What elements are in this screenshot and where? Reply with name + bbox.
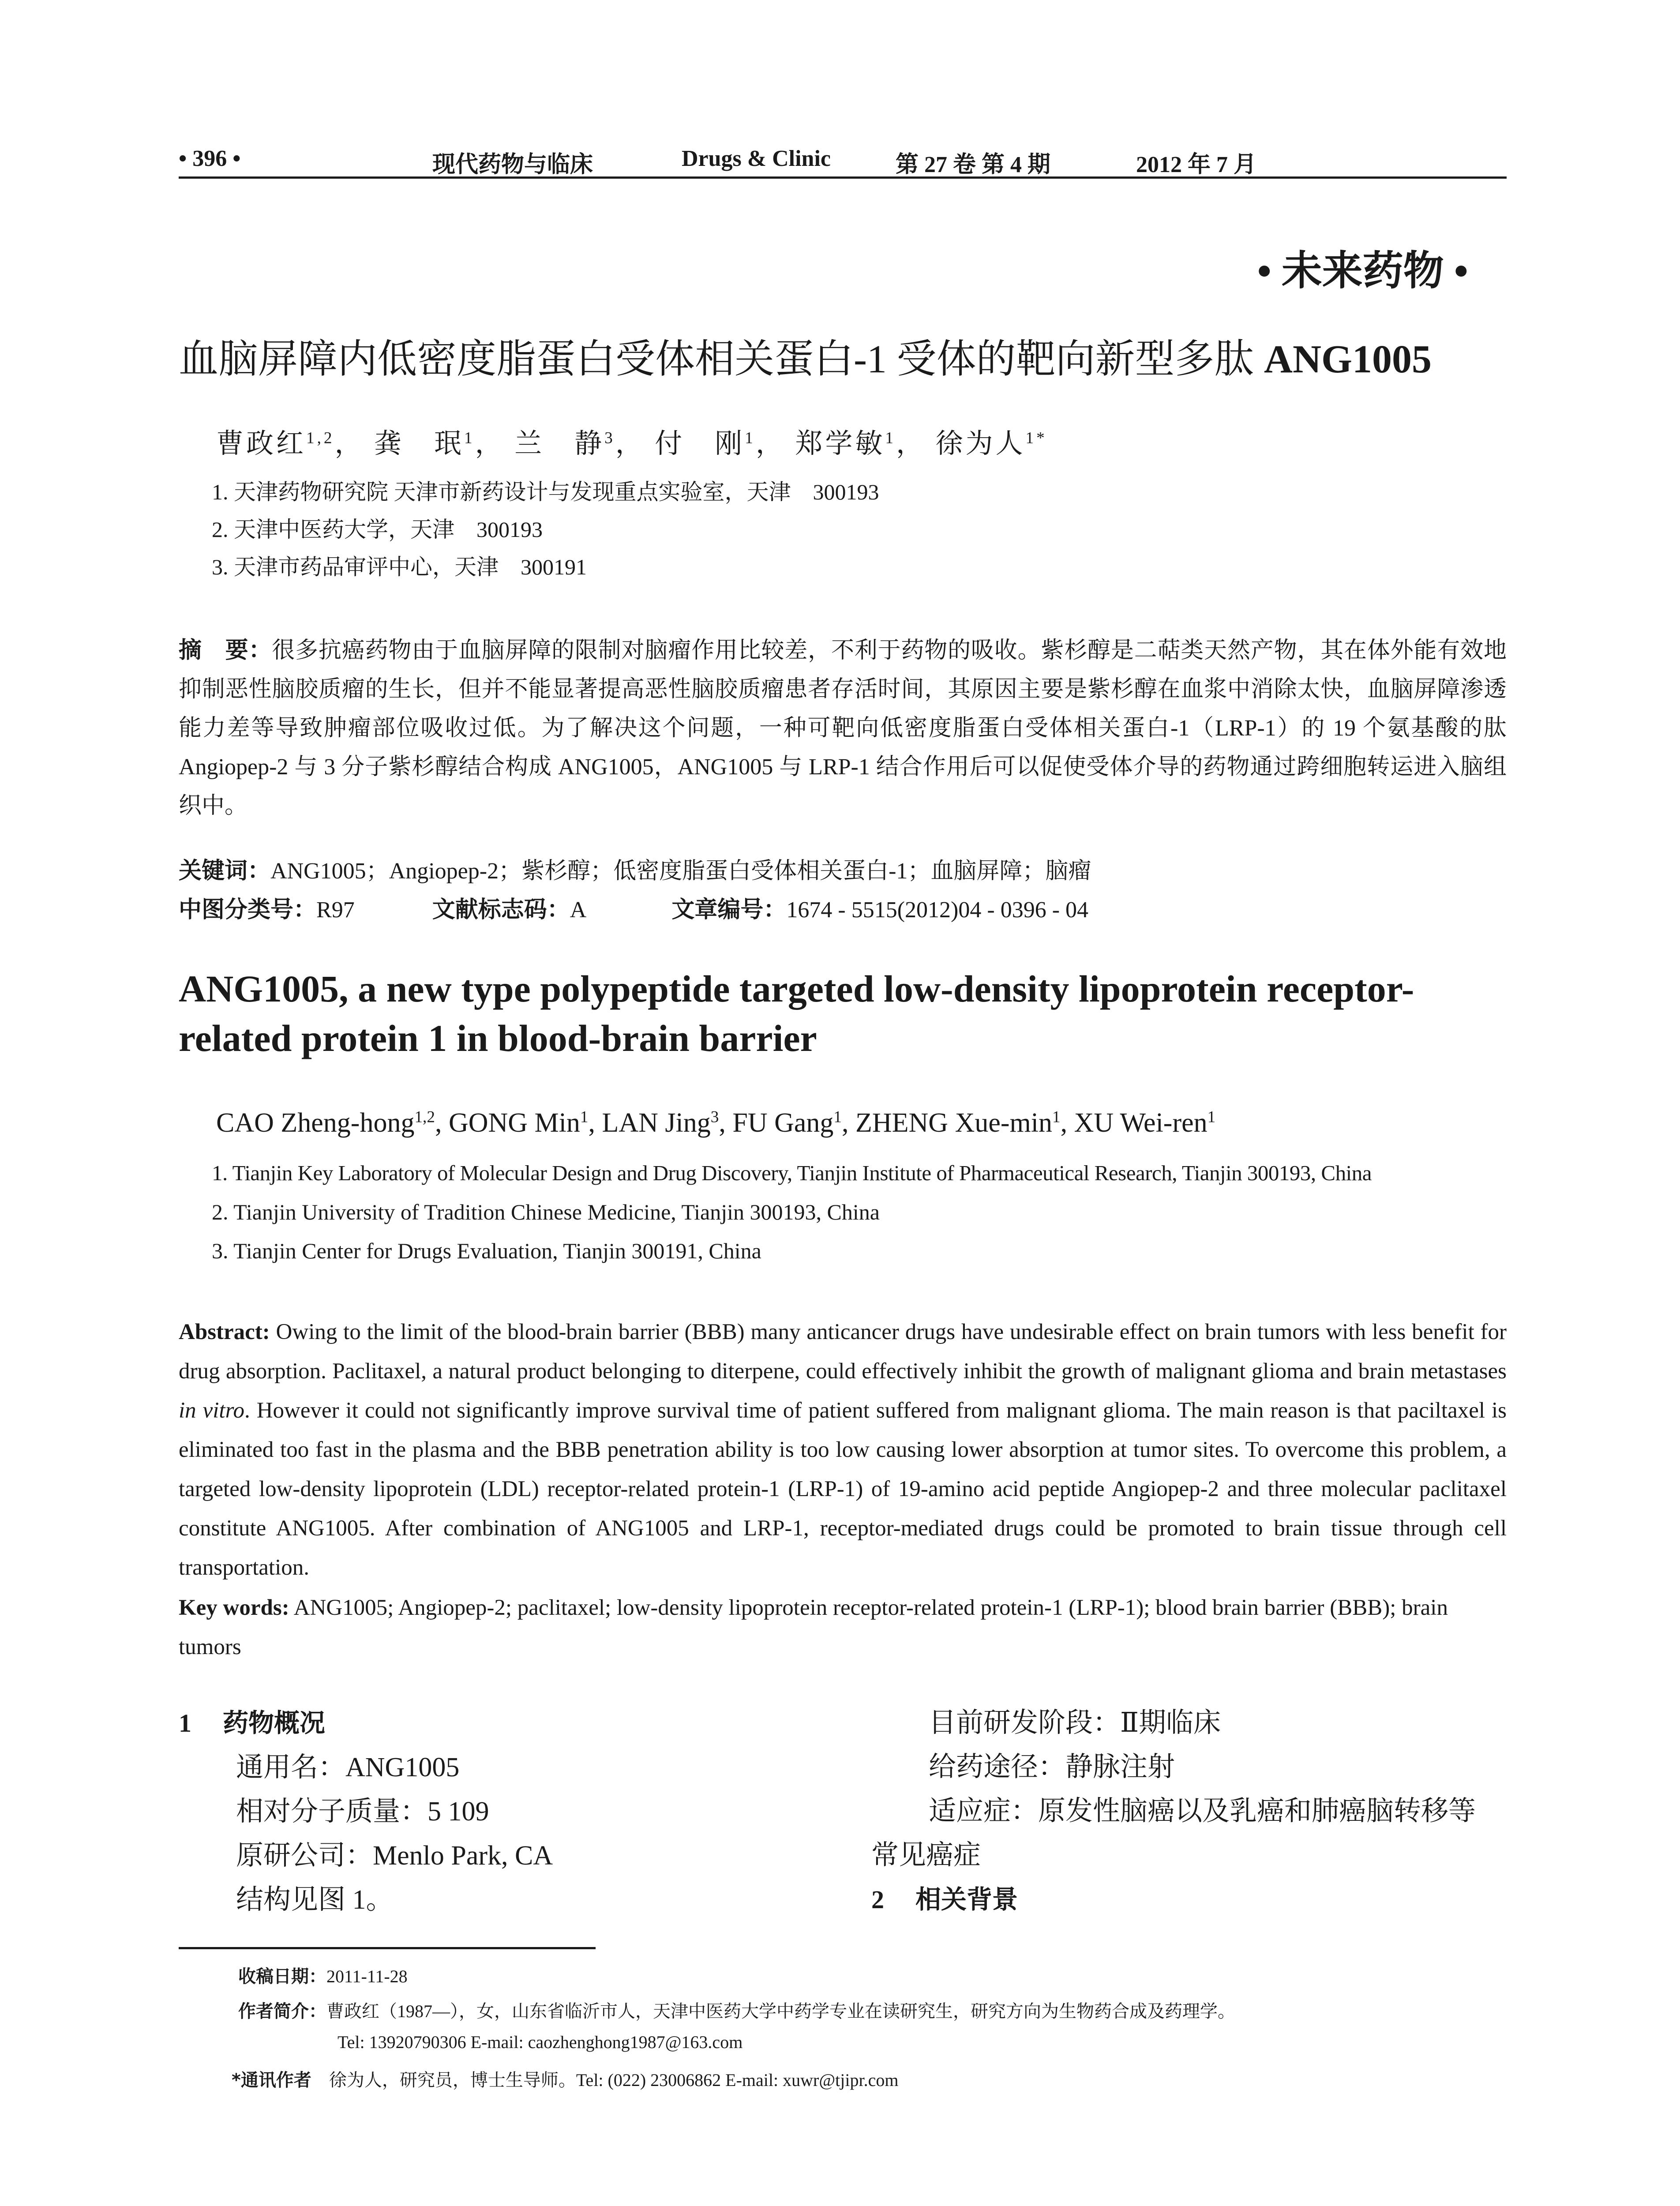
author-en: XU Wei-ren [1074, 1108, 1208, 1138]
author-affiliation-mark: 1,2 [306, 429, 335, 447]
indication: 适应症：原发性脑癌以及乳癌和肺癌脑转移等 [929, 1796, 1476, 1826]
title-cn [179, 326, 1432, 384]
author-en: GONG Min [448, 1108, 580, 1138]
author-affiliation-mark: 1 [464, 429, 475, 447]
received-label: 收稿日期： [238, 1966, 326, 1987]
abstract-cn [179, 631, 1507, 825]
author-en: ZHENG Xue-min [855, 1108, 1052, 1138]
abstract-en-text: . However it could not significantly improve survival time of patient suffered from malignant glioma. The main reason is that paciltaxel is eliminated too fast in the plasma and the BBB penetration ability is too low causing lower absorption at tumor sites. To overcome this problem, a targeted low-density lipoprotein (LDL) receptor-related protein-1 (LRP-1) of 19-amino acid peptide Angiopep-2 and three molecular paclitaxel constitute ANG1005. After combination of ANG1005 and LRP-1, receptor-mediated drugs could be promoted to brain tissue through cell transportation. [179, 1398, 1507, 1580]
author-affiliation-mark: 1 [745, 429, 756, 447]
clc-value: R97 [316, 897, 355, 923]
footnote-author [238, 1997, 1235, 2022]
running-header [179, 140, 1507, 176]
keywords-cn-label: 关键词： [179, 858, 271, 884]
indication-continued: 常见癌症 [871, 1840, 981, 1870]
author-affiliation-mark: 1,2 [414, 1108, 435, 1126]
corresponding-text: 徐为人，研究员，博士生导师。Tel: (022) 23006862 E-mail: xuwr@tjipr.com [329, 2070, 899, 2090]
classification-line [179, 890, 1507, 930]
title-en: ANG1005, a new type polypeptide targeted low-density lipoprotein receptor-related protein 1 in blood-brain barrier [179, 968, 1414, 1059]
footnote-corresponding [232, 2066, 899, 2091]
journal-title-cn: 现代药物与临床 [432, 151, 593, 178]
body-column-left [179, 1701, 818, 1922]
author-cn: 龚 珉 [374, 429, 465, 459]
title-cn-drug: ANG1005 [1264, 338, 1432, 381]
author-en: FU Gang [732, 1108, 834, 1138]
section-number: 2 [871, 1885, 884, 1914]
drug-molecular-mass: 相对分子质量：5 109 [236, 1797, 489, 1827]
drug-generic-name: 通用名：ANG1005 [236, 1752, 460, 1782]
author-affiliation-mark: 3 [710, 1108, 719, 1126]
abstract-cn-label: 摘 要： [179, 637, 272, 664]
abstract-en-italic: in vitro [179, 1398, 245, 1423]
clc-label: 中图分类号： [179, 897, 317, 923]
abstract-en-label: Abstract: [179, 1320, 270, 1344]
author-affiliation-mark: 1* [1025, 429, 1047, 447]
drug-originator: 原研公司：Menlo Park, CA [236, 1841, 553, 1871]
author-bio: 曹政红（1987—），女，山东省临沂市人，天津中医药大学中药学专业在读研究生，研究方向为生物药合成及药理学。 [326, 2001, 1235, 2021]
author-affiliation-mark: 1 [1207, 1108, 1216, 1126]
issue-date: 2012 年 7 月 [1136, 152, 1257, 177]
author-affiliation-mark: 1 [580, 1108, 589, 1126]
keywords-en [179, 1588, 1507, 1667]
title-cn-text: 血脑屏障内低密度脂蛋白受体相关蛋白-1 受体的靶向新型多肽 [179, 338, 1264, 381]
authors-en: CAO Zheng-hong$^{1,2}$, GONG Min$^1$, LAN Jing$^3$, FU Gang$^1$, ZHENG Xue-$\min^1$, XU Wei-ren$^1$ [216, 1108, 1216, 1138]
affiliation-cn: 3. 天津市药品审评中心，天津 300191 [212, 555, 587, 579]
drug-structure-ref: 结构见图 1。 [236, 1885, 394, 1915]
author-contact: Tel: 13920790306 E-mail: caozhenghong1987@163.com [338, 2032, 743, 2052]
affiliation-en: 2. Tianjin University of Tradition Chinese Medicine, Tianjin 300193, China [212, 1200, 880, 1224]
journal-title-en: Drugs & Clinic [682, 146, 831, 171]
section-number: 1 [179, 1709, 191, 1737]
doc-code-value: A [570, 897, 585, 923]
keywords-cn-text: ANG1005；Angiopep-2；紫杉醇；低密度脂蛋白受体相关蛋白-1；血脑屏障；脑瘤 [270, 859, 1091, 884]
affiliation-en: 1. Tianjin Key Laboratory of Molecular Design and Drug Discovery, Tianjin Institute of Pharmaceutical Research, Tianjin 300193, China [212, 1161, 1372, 1185]
author-cn: 曹政红 [216, 429, 307, 459]
affiliation-cn: 2. 天津中医药大学，天津 300193 [212, 517, 543, 542]
authors-cn: 曹政红$^{1,2}$， 龚 珉$^1$， 兰 静$^3$， 付 刚$^1$， 郑学敏$^1$， 徐为人$^{1*}$ [216, 429, 1047, 459]
keywords-cn [179, 852, 1507, 891]
header-rule [179, 176, 1507, 179]
section-heading [871, 1877, 1507, 1922]
received-date: 2011-11-28 [326, 1966, 408, 1986]
abstract-en-text: Owing to the limit of the blood-brain barrier (BBB) many anticancer drugs have undesirable effect on brain tumors with less benefit for drug absorption. Paclitaxel, a natural product belonging to diterpene, could effectively inhibit the growth of malignant glioma and brain metastases [179, 1320, 1507, 1384]
section-tag: • 未来药物 • [1257, 248, 1468, 293]
author-cn: 付 刚 [655, 429, 745, 459]
author-affiliation-mark: 1 [833, 1108, 842, 1126]
corresponding-label: *通讯作者 [232, 2070, 311, 2090]
abstract-cn-text: 很多抗癌药物由于血脑屏障的限制对脑瘤作用比较差，不利于药物的吸收。紫杉醇是二萜类天然产物，其在体外能有效地抑制恶性脑胶质瘤的生长，但并不能显著提高恶性脑胶质瘤患者存活时间，其原因主要是紫杉醇在血浆中消除太快，血脑屏障渗透能力差等导致肿瘤部位吸收过低。为了解决这个问题，一种可靶向低密度脂蛋白受体相关蛋白-1（LRP-1）的 19 个氨基酸的肽 Angiopep-2 与 3 分子紫杉醇结合构成 ANG1005，ANG1005 与 LRP-1 结合作用后可以促使受体介导的药物通过跨细胞转运进入脑组织中。 [179, 638, 1507, 818]
author-cn: 兰 静 [514, 429, 605, 459]
section-heading [179, 1701, 818, 1745]
page-number: • 396 • [179, 146, 241, 171]
section-title: 相关背景 [915, 1884, 1018, 1914]
author-en: CAO Zheng-hong [216, 1108, 415, 1138]
affiliation-cn: 1. 天津药物研究院 天津市新药设计与发现重点实验室，天津 300193 [212, 480, 879, 504]
keywords-en-text: ANG1005; Angiopep-2; paclitaxel; low-density lipoprotein receptor-related protein-1 (LRP-1); blood brain barrier (BBB); brain tumors [179, 1595, 1448, 1659]
affiliation-en: 3. Tianjin Center for Drugs Evaluation, Tianjin 300191, China [212, 1238, 761, 1263]
author-affiliation-mark: 3 [604, 429, 615, 447]
author-cn: 徐为人 [935, 429, 1026, 459]
article-number-label: 文章编号： [671, 897, 787, 923]
author-affiliation-mark: 1 [885, 429, 896, 447]
author-cn: 郑学敏 [795, 429, 885, 459]
author-en: LAN Jing [602, 1108, 711, 1138]
administration-route: 给药途径：静脉注射 [929, 1752, 1175, 1782]
footnote-received [238, 1962, 408, 1988]
author-bio-label: 作者简介： [238, 2001, 326, 2022]
doc-code-label: 文献标志码： [432, 897, 570, 923]
footnote-rule [179, 1947, 596, 1949]
abstract-en [179, 1313, 1507, 1587]
development-stage: 目前研发阶段：Ⅱ期临床 [929, 1708, 1221, 1738]
article-number-value: 1674 - 5515(2012)04 - 0396 - 04 [786, 897, 1089, 923]
body-column-right [871, 1701, 1507, 1922]
section-title: 药物概况 [223, 1708, 326, 1738]
keywords-en-label: Key words: [179, 1595, 289, 1620]
author-affiliation-mark: 1 [1052, 1108, 1061, 1126]
volume-issue: 第 27 卷 第 4 期 [896, 152, 1051, 177]
